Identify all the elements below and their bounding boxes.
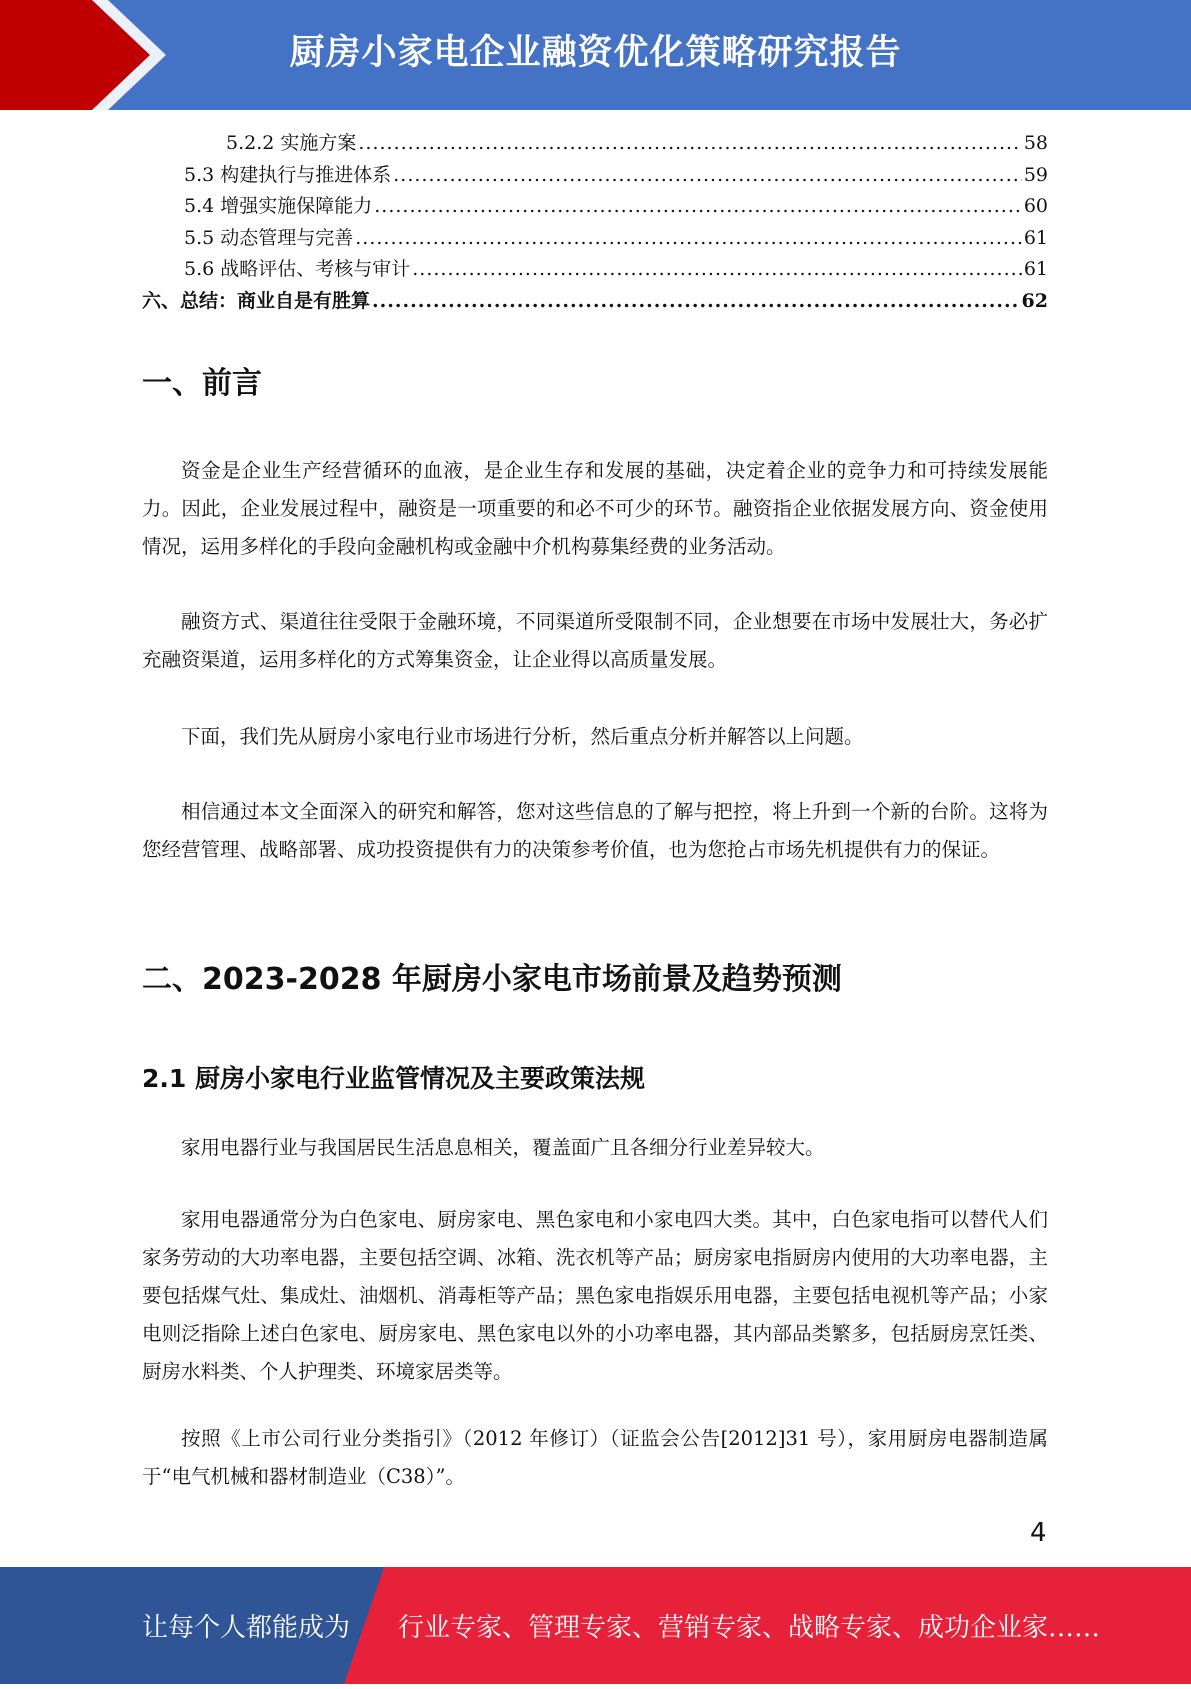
toc-entry[interactable] [142,223,1048,255]
toc-leader-dots [393,160,1022,192]
toc-entry-page: 60 [1023,195,1048,217]
toc-entry-page: 59 [1023,163,1048,186]
toc-leader-dots [355,223,1022,255]
page-header [0,0,1191,110]
toc-entry-label: 5.4 增强实施保障能力 [184,195,373,217]
toc-entry[interactable] [142,191,1048,223]
toc-entry-label: 5.2.2 实施方案 [226,132,357,154]
toc-entry[interactable] [142,160,1048,192]
toc-leader-dots [358,128,1021,160]
paragraph: 按照《上市公司行业分类指引》（2012 年修订）（证监会公告[2012]31 号），家用厨房电器制造属于“电气机械和器材制造业（C38）”。 [142,1427,1048,1488]
page-number: 4 [1030,1518,1047,1548]
page-footer [0,1567,1191,1684]
toc-entry-page: 61 [1023,258,1048,280]
toc-entry[interactable] [142,128,1048,160]
toc-entry[interactable] [142,286,1048,318]
paragraph: 相信通过本文全面深入的研究和解答，您对这些信息的了解与把控，将上升到一个新的台阶。这将为您经营管理、战略部署、成功投资提供有力的决策参考价值，也为您抢占市场先机提供有力的保证。 [142,800,1048,861]
toc-entry-page: 61 [1023,226,1048,249]
toc-entry-page: 62 [1021,289,1048,312]
paragraph: 融资方式、渠道往往受限于金融环境，不同渠道所受限制不同，企业想要在市场中发展壮大，务必扩充融资渠道，运用多样化的方式筹集资金，让企业得以高质量发展。 [142,610,1048,671]
paragraph: 下面，我们先从厨房小家电行业市场进行分析，然后重点分析并解答以上问题。 [181,725,864,748]
toc-entry-label: 5.5 动态管理与完善 [184,226,354,249]
toc-entry-label: 5.6 战略评估、考核与审计 [184,258,411,280]
footer-slogan-right: 行业专家、管理专家、营销专家、战略专家、成功企业家…… [398,1613,1101,1643]
toc-entry[interactable] [142,254,1048,286]
paragraph: 家用电器通常分为白色家电、厨房家电、黑色家电和小家电四大类。其中，白色家电指可以替代人们家务劳动的大功率电器，主要包括空调、冰箱、洗衣机等产品；厨房家电指厨房内使用的大功率电器，主要包括煤气灶、集成灶、油烟机、消毒柜等产品；黑色家电指娱乐用电器，主要包括电视机等产品；小家电则泛指除上述白色家电、厨房家电、黑色家电以外的小功率电器，其内部品类繁多，包括厨房烹饪类、厨房水料类、个人护理类、环境家居类等。 [142,1208,1048,1383]
report-title: 厨房小家电企业融资优化策略研究报告 [289,33,902,73]
section-heading-preface: 一、前言 [142,366,262,401]
toc-entry-page: 58 [1023,132,1048,154]
subsection-heading: 2.1 厨房小家电行业监管情况及主要政策法规 [142,1064,645,1093]
paragraph: 资金是企业生产经营循环的血液，是企业生存和发展的基础，决定着企业的竞争力和可持续发展能力。因此，企业发展过程中，融资是一项重要的和必不可少的环节。融资指企业依据发展方向、资金使用情况，运用多样化的手段向金融机构或金融中介机构募集经费的业务活动。 [142,459,1048,558]
toc-leader-dots [372,286,1020,318]
toc-entry-label: 六、总结：商业自是有胜算 [142,289,371,312]
section-heading-market-outlook: 二、2023-2028 年厨房小家电市场前景及趋势预测 [142,962,842,997]
toc-leader-dots [412,254,1022,286]
paragraph: 家用电器行业与我国居民生活息息相关，覆盖面广且各细分行业差异较大。 [181,1136,825,1159]
toc-entry-label: 5.3 构建执行与推进体系 [184,163,392,186]
toc-leader-dots [374,191,1022,223]
footer-slogan-left: 让每个人都能成为 [142,1613,351,1643]
table-of-contents [142,128,1048,317]
